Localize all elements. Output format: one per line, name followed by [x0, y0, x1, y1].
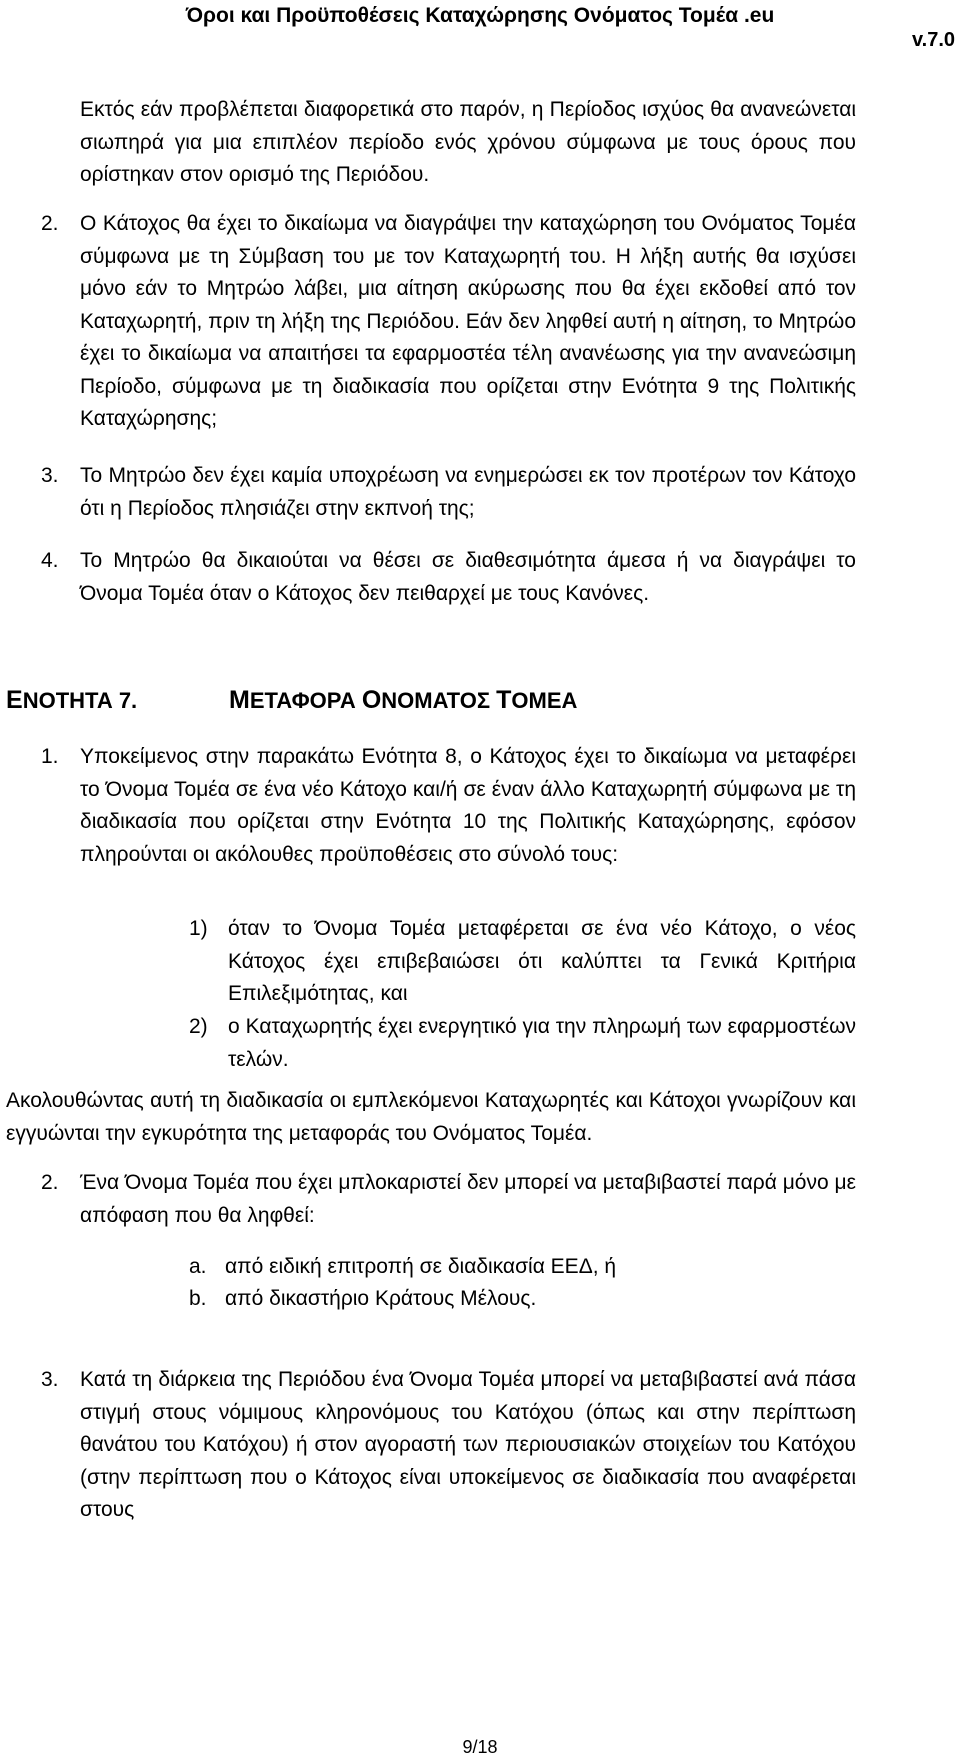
page-number: 9/18 [462, 1737, 498, 1757]
option-letter: a. [189, 1255, 207, 1278]
option-letter: b. [189, 1287, 207, 1310]
item-number: 2. [41, 1171, 59, 1194]
document-version: v.7.0 [912, 29, 955, 51]
section-label: ΕΝΟΤΗΤΑ 7. [6, 686, 138, 714]
item-text: Το Μητρώο δεν έχει καμία υποχρέωση να ενημερώσει εκ τον προτέρων τον Κάτοχο ότι η Περίοδος πλησιάζει στην εκπνοή της; [80, 464, 856, 520]
option-text: από δικαστήριο Κράτους Μέλους. [225, 1287, 537, 1310]
condition-number: 1) [189, 917, 208, 940]
condition-text: ο Καταχωρητής έχει ενεργητικό για την πληρωμή των εφαρμοστέων τελών. [228, 1015, 856, 1071]
condition-number: 2) [189, 1015, 208, 1038]
item-text: Το Μητρώο θα δικαιούται να θέσει σε διαθεσιμότητα άμεσα ή να διαγράψει το Όνομα Τομέα όταν ο Κάτοχος δεν πειθαρχεί με τους Κανόνες. [80, 549, 856, 605]
document-header-title: Όροι και Προϋποθέσεις Καταχώρησης Ονόματος Τομέα .eu [185, 4, 775, 27]
condition-text: όταν το Όνομα Τομέα μεταφέρεται σε ένα νέο Κάτοχο, ο νέος Κάτοχος έχει επιβεβαιώσει ότι καλύπτει τα Γενικά Κριτήρια Επιλεξιμότητας, και [228, 917, 856, 1005]
item-number: 3. [41, 464, 59, 487]
follow-paragraph: Ακολουθώντας αυτή τη διαδικασία οι εμπλεκόμενοι Καταχωρητές και Κάτοχοι γνωρίζουν και εγγυώνται την εγκυρότητα της μεταφοράς του Ονόματος Τομέα. [6, 1089, 856, 1145]
item-number: 2. [41, 212, 59, 235]
intro-paragraph: Εκτός εάν προβλέπεται διαφορετικά στο παρόν, η Περίοδος ισχύος θα ανανεώνεται σιωπηρά για μια επιπλέον περίοδο ενός χρόνου σύμφωνα με τους όρους που ορίστηκαν στον ορισμό της Περιόδου. [80, 98, 856, 186]
option-text: από ειδική επιτροπή σε διαδικασία ΕΕΔ, ή [225, 1255, 617, 1278]
item-text: Ο Κάτοχος θα έχει το δικαίωμα να διαγράψει την καταχώρηση του Ονόματος Τομέα σύμφωνα με τη Σύμβαση του με τον Καταχωρητή του. Η λήξη αυτής θα ισχύσει μόνο εάν το Μητρώο λάβει, μια αίτηση ακύρωσης που θα έχει εκδοθεί από τον Καταχωρητή, πριν τη λήξη της Περιόδου. Εάν δεν ληφθεί αυτή η αίτηση, το Μητρώο έχει το δικαίωμα να απαιτήσει τα εφαρμοστέα τέλη ανανέωσης για την ανανεώσιμη Περίοδο, σύμφωνα με τη διαδικασία που ορίζεται στην Ενότητα 9 της Πολιτικής Καταχώρησης; [80, 212, 857, 430]
item-number: 1. [41, 745, 59, 768]
item-number: 4. [41, 549, 59, 572]
section-title: ΜΕΤΑΦΟΡΑ ΟΝΟΜΑΤΟΣ ΤΟΜΕΑ [229, 686, 578, 714]
item-text: Κατά τη διάρκεια της Περιόδου ένα Όνομα Τομέα μπορεί να μεταβιβαστεί ανά πάσα στιγμή στους νόμιμους κληρονόμους του Κατόχου (όπως και στην περίπτωση θανάτου του Κατόχου) ή στον αγοραστή των περιουσιακών στοιχείων του Κατόχου (στην περίπτωση που ο Κάτοχος είναι υποκείμενος σε διαδικασία που αναφέρεται στους [80, 1368, 856, 1521]
item-text: Υποκείμενος στην παρακάτω Ενότητα 8, ο Κάτοχος έχει το δικαίωμα να μεταφέρει το Όνομα Τομέα σε ένα νέο Κάτοχο και/ή σε έναν άλλο Καταχωρητή σύμφωνα με τη διαδικασία που ορίζεται στην Ενότητα 10 της Πολιτικής Καταχώρησης, εφόσον πληρούνται οι ακόλουθες προϋποθέσεις στο σύνολό τους: [80, 745, 856, 866]
item-text: Ένα Όνομα Τομέα που έχει μπλοκαριστεί δεν μπορεί να μεταβιβαστεί παρά μόνο με απόφαση που θα ληφθεί: [80, 1171, 856, 1227]
item-number: 3. [41, 1368, 59, 1391]
